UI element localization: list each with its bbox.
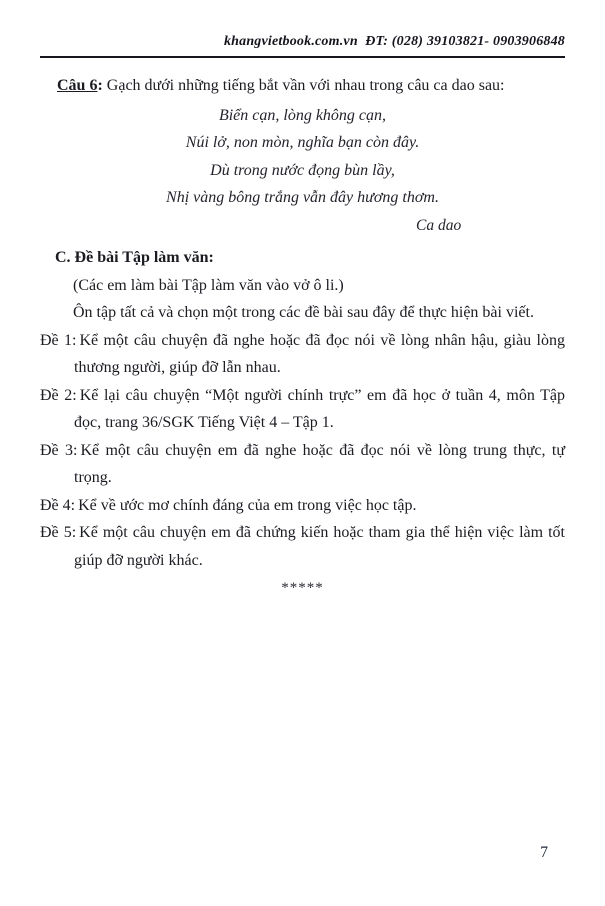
page-number: 7 [540, 844, 548, 861]
essay-topic-4-text: Kể về ước mơ chính đáng của em trong việc học tập. [78, 496, 417, 514]
essay-topic-1-label: Đề 1: [40, 331, 77, 349]
poem-line: Biển cạn, lòng không cạn, [218, 106, 387, 124]
essay-topic-2 [40, 382, 565, 437]
section-c-instruction: Ôn tập tất cả và chọn một trong các đề bài sau đây để thực hiện bài viết. [73, 304, 534, 321]
essay-topic-2-text: Kể lại câu chuyện “Một người chính trực” em đã học ở tuần 4, môn Tập đọc, trang 36/SGK Tiếng Việt 4 – Tập 1. [74, 386, 565, 431]
header-contact: khangvietbook.com.vn ĐT: (028) 39103821- 0903906848 [40, 34, 565, 58]
essay-topic-3-label: Đề 3: [40, 441, 78, 459]
essay-topic-2-label: Đề 2: [40, 386, 77, 404]
poem-attribution: Ca dao [416, 216, 462, 234]
poem-line: Nhị vàng bông trắng vẫn đây hương thơm. [166, 189, 439, 206]
section-c-title: C. Đề bài Tập làm văn: [55, 249, 214, 266]
poem-line: Núi lở, non mòn, nghĩa bạn còn đây. [185, 134, 420, 151]
essay-topic-3 [40, 437, 565, 492]
poem [40, 102, 565, 212]
question-6-colon: : [97, 77, 103, 94]
essay-topic-1 [40, 327, 565, 382]
essay-topic-3-text: Kể một câu chuyện em đã nghe hoặc đã đọc nói về lòng trung thực, tự trọng. [74, 441, 565, 486]
essay-topic-5 [40, 519, 565, 574]
section-separator-stars: ***** [281, 580, 324, 596]
poem-line: Dù trong nước đọng bùn lầy, [210, 161, 395, 179]
question-6-prompt: Gạch dưới những tiếng bắt vần với nhau trong câu ca dao sau: [102, 77, 505, 94]
section-c-note: (Các em làm bài Tập làm văn vào vở ô li.) [73, 276, 344, 294]
essay-topic-5-text: Kể một câu chuyện em đã chứng kiến hoặc tham gia thể hiện việc làm tốt giúp đỡ người khác. [74, 524, 565, 569]
question-6 [57, 72, 565, 100]
essay-topic-4-label: Đề 4: [40, 496, 76, 514]
question-6-label: Câu 6 [57, 77, 98, 94]
essay-topic-4 [40, 492, 565, 520]
essay-topic-5-label: Đề 5: [40, 524, 77, 541]
essay-topic-1-text: Kể một câu chuyện đã nghe hoặc đã đọc nói về lòng nhân hậu, giàu lòng thương người, giúp đỡ lẫn nhau. [74, 331, 566, 376]
